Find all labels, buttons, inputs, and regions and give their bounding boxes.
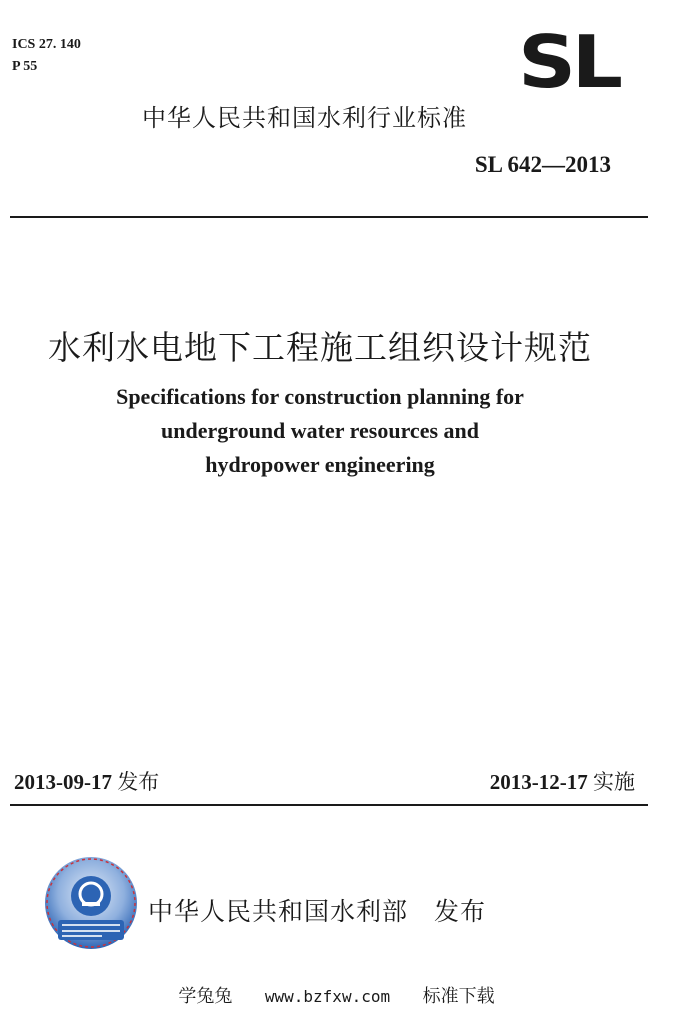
issue-label: 发布: [117, 770, 160, 794]
classification-codes: [12, 34, 81, 78]
title-english-line-3: hydropower engineering: [205, 452, 435, 477]
footer-url[interactable]: www.bzfxw.com: [264, 987, 391, 1006]
bottom-divider: [10, 804, 648, 806]
ics-code: ICS 27. 140: [12, 37, 81, 52]
title-english-line-2: underground water resources and: [160, 418, 479, 443]
title-chinese: 水利水电地下工程施工组织设计规范: [48, 328, 592, 367]
class-code: P 55: [12, 59, 38, 74]
publisher: 中华人民共和国水利部 发布: [148, 897, 487, 926]
title-english: [20, 380, 620, 482]
implement-label: 实施: [593, 770, 635, 794]
anti-counterfeit-seal-icon: [44, 856, 138, 950]
industry-standard-title: 中华人民共和国水利行业标准: [142, 104, 467, 132]
implement-date: 2013-12-17: [489, 770, 588, 794]
footer-slogan: 标准下载: [422, 986, 495, 1007]
issue-date-block: [14, 766, 159, 796]
implement-date-block: [490, 766, 635, 796]
title-english-line-1: Specifications for construction planning for: [116, 384, 524, 409]
sl-logo: SL: [518, 20, 619, 104]
standard-number: SL 642—2013: [474, 152, 611, 177]
issue-date: 2013-09-17: [14, 770, 112, 794]
footer-site-name: 学兔兔: [178, 986, 233, 1007]
top-divider: [10, 216, 648, 218]
watermark-footer: [0, 982, 673, 1008]
